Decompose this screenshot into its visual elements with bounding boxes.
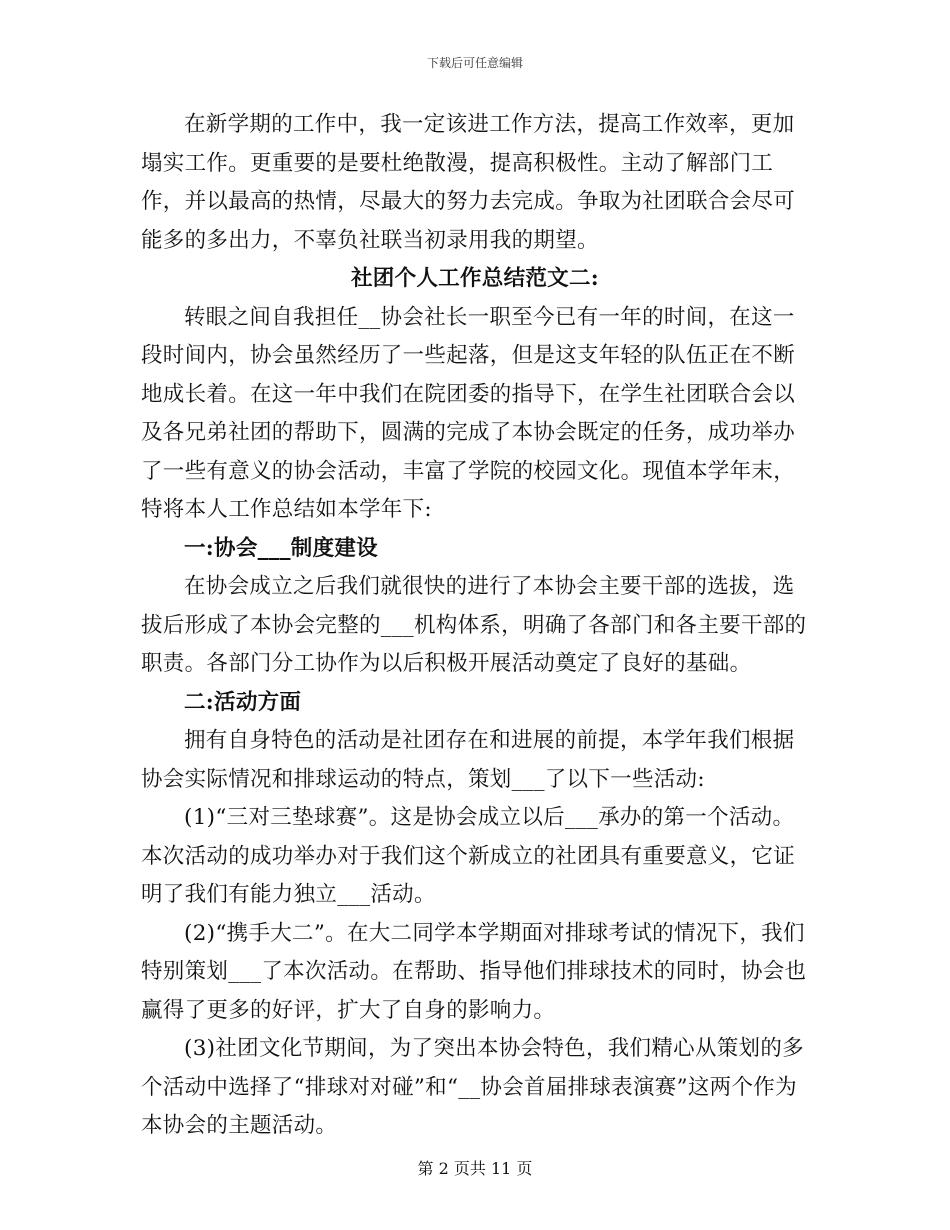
section-heading-1: 一:协会___制度建设	[184, 535, 378, 561]
paragraph-4: 拥有自身特色的活动是社团存在和进展的前提，本学年我们根据协会实际情况和排球运动的特点，策划___了以下一些活动:	[141, 728, 795, 792]
paragraph-6: (2)“携手大二”。在大二同学本学期面对排球考试的情况下，我们特别策划___了本次活动。在帮助、指导他们排球技术的同时，协会也赢得了更多的好评，扩大了自身的影响力。	[141, 920, 807, 1023]
section-heading-2: 二:活动方面	[184, 689, 302, 715]
page-number: 第 2 页共 11 页	[417, 1159, 533, 1178]
paragraph-2: 转眼之间自我担任__协会社长一职至今已有一年的时间，在这一段时间内，协会虽然经历了一些起落，但是这支年轻的队伍正在不断地成长着。在这一年中我们在院团委的指导下，在学生社团联合会以及各兄弟社团的帮助下，圆满的完成了本协会既定的任务，成功举办了一些有意义的协会活动，丰富了学院的校园文化。现值本学年末，特将本人工作总结如本学年下:	[141, 304, 796, 522]
paragraph-7: (3)社团文化节期间，为了突出本协会特色，我们精心从策划的多个活动中选择了“排球对对碰”和“__协会首届排球表演赛”这两个作为本协会的主题活动。	[141, 1036, 804, 1138]
section-title: 社团个人工作总结范文二:	[350, 266, 600, 291]
paragraph-1: 在新学期的工作中，我一定该进工作方法，提高工作效率，更加塌实工作。更重要的是要杜绝散漫，提高积极性。主动了解部门工作，并以最高的热情，尽最大的努力去完成。争取为社团联合会尽可能多的多出力，不辜负社联当初录用我的期望。	[141, 112, 796, 253]
page-header: 下载后可任意编辑	[426, 56, 523, 70]
paragraph-3: 在协会成立之后我们就很快的进行了本协会主要干部的选拔，选拔后形成了本协会完整的___机构体系，明确了各部门和各主要干部的职责。各部门分工协作为以后积极开展活动奠定了良好的基础。	[141, 574, 807, 676]
document-body	[141, 106, 809, 1146]
paragraph-5: (1)“三对三垫球赛”。这是协会成立以后___承办的第一个活动。本次活动的成功举办对于我们这个新成立的社团具有重要意义，它证明了我们有能力独立___活动。	[141, 805, 796, 907]
